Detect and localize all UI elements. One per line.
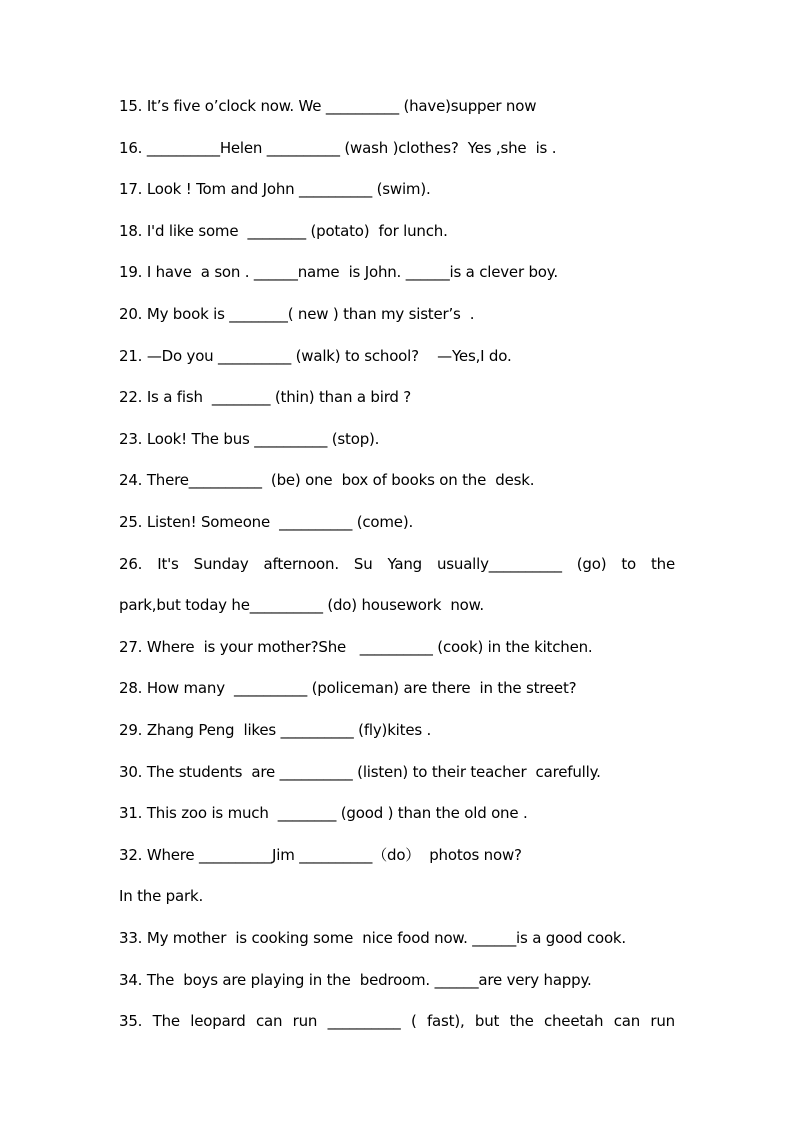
exercise-23: 23. Look! The bus __________ (stop). (119, 430, 380, 448)
exercise-17: 17. Look ! Tom and John __________ (swim). (119, 180, 431, 198)
exercise-21: 21. —Do you __________ (walk) to school? —Yes,I do. (119, 347, 512, 365)
exercise-16: 16. __________Helen __________ (wash )clothes? Yes ,she is . (119, 139, 557, 157)
exercise-29: 29. Zhang Peng likes __________ (fly)kites . (119, 721, 432, 739)
exercise-33: 33. My mother is cooking some nice food now. ______is a good cook. (119, 929, 626, 947)
exercise-32-answer: In the park. (119, 887, 204, 905)
exercise-20: 20. My book is ________( new ) than my sister’s . (119, 305, 475, 323)
exercise-35: 35. The leopard can run __________ ( fast), but the cheetah can run (119, 1012, 675, 1030)
exercise-28: 28. How many __________ (policeman) are there in the street? (119, 679, 577, 697)
exercise-18: 18. I'd like some ________ (potato) for lunch. (119, 222, 448, 240)
exercise-26-continued: park,but today he__________ (do) housework now. (119, 596, 484, 614)
exercise-31: 31. This zoo is much ________ (good ) than the old one . (119, 804, 528, 822)
exercise-22: 22. Is a fish ________ (thin) than a bird ? (119, 388, 412, 406)
exercise-27: 27. Where is your mother?She __________ (cook) in the kitchen. (119, 638, 593, 656)
exercise-30: 30. The students are __________ (listen) to their teacher carefully. (119, 763, 601, 781)
exercise-25: 25. Listen! Someone __________ (come). (119, 513, 414, 531)
exercise-15: 15. It’s five o’clock now. We __________ (have)supper now (119, 97, 537, 115)
exercise-26: 26. It's Sunday afternoon. Su Yang usually__________ (go) to the (119, 555, 675, 573)
exercise-24: 24. There__________ (be) one box of books on the desk. (119, 471, 535, 489)
exercise-19: 19. I have a son . ______name is John. ______is a clever boy. (119, 263, 558, 281)
exercise-32: 32. Where __________Jim __________（do） photos now? (119, 846, 522, 864)
exercise-34: 34. The boys are playing in the bedroom. ______are very happy. (119, 971, 592, 989)
